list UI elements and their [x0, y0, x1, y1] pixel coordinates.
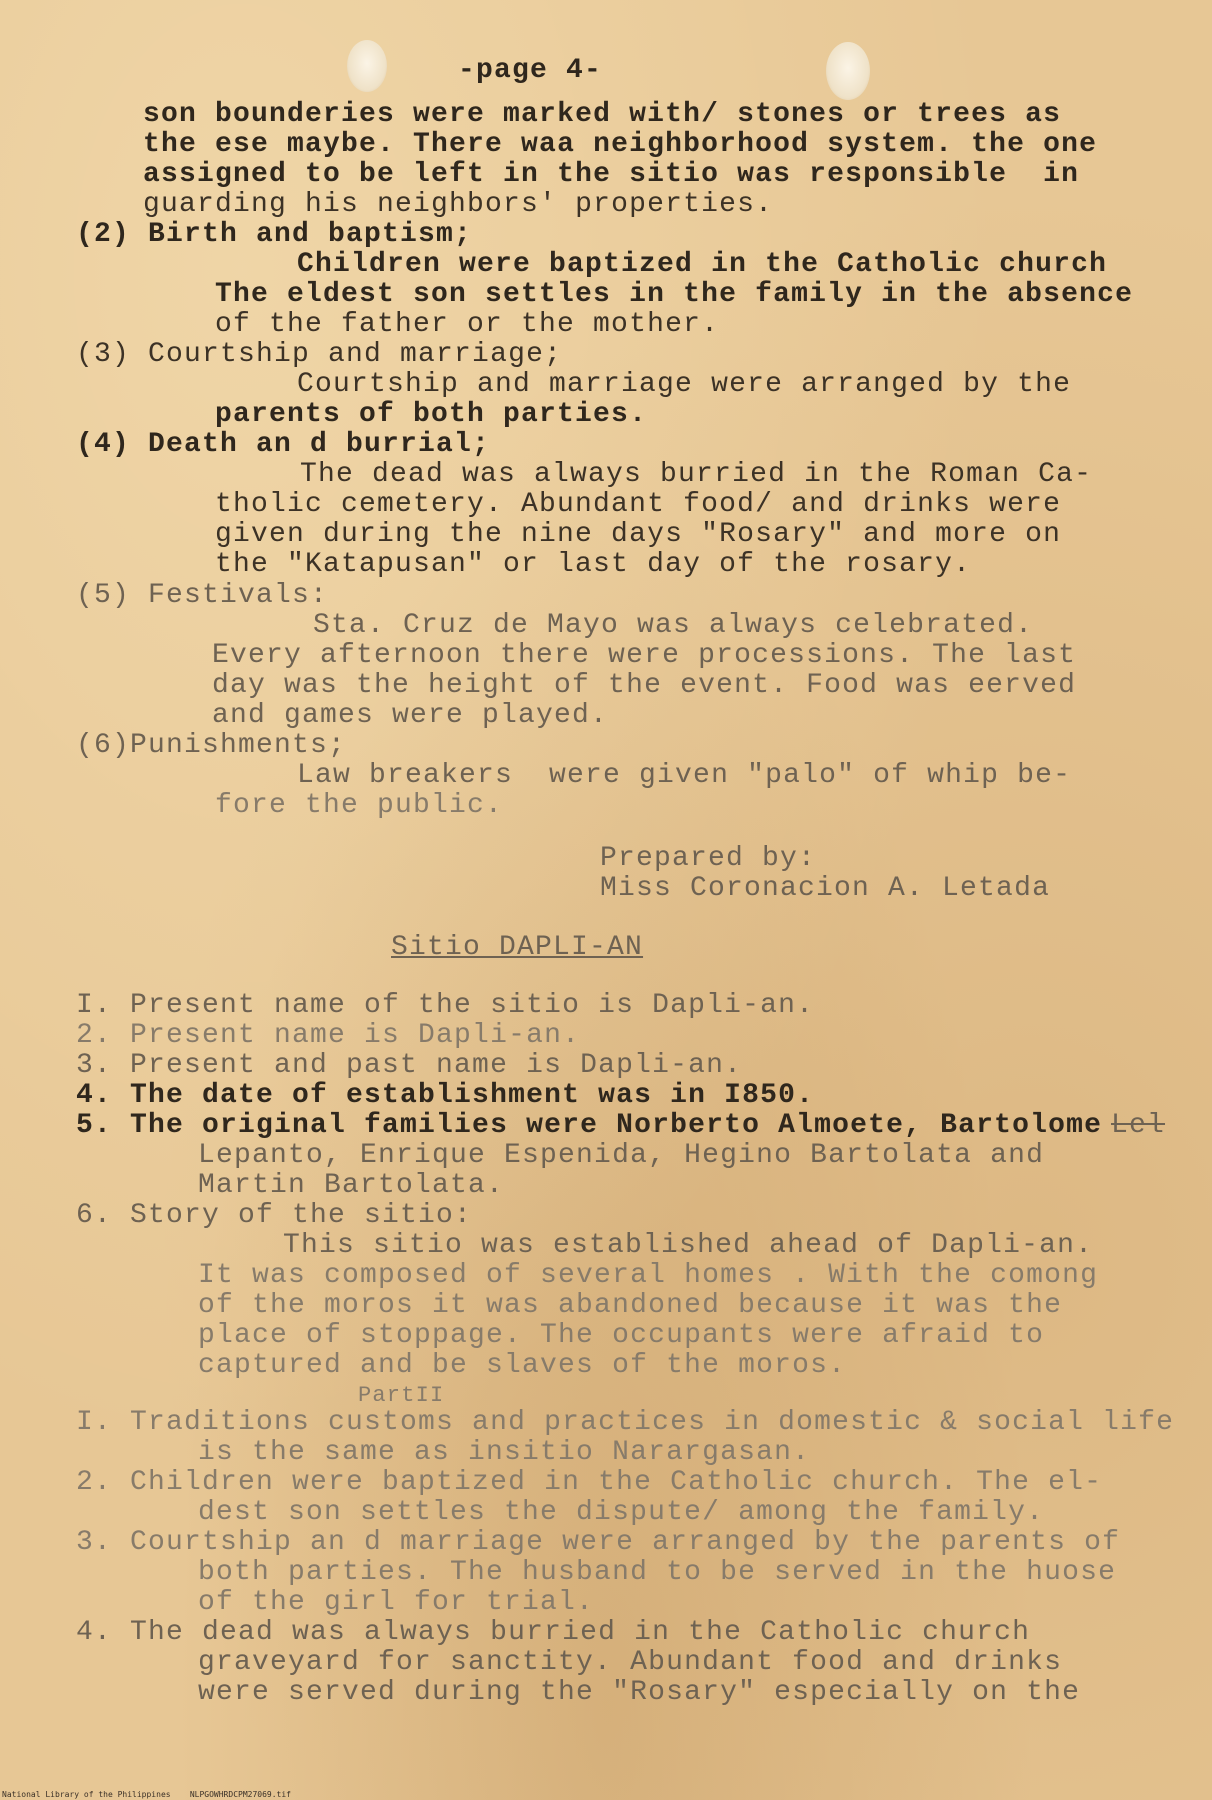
punishments-heading: (6)Punishments;	[76, 730, 347, 761]
list-item: 2. Present name is Dapli-an.	[76, 1020, 581, 1051]
list-item: It was composed of several homes . With the comong	[198, 1260, 1099, 1291]
list-item: This sitio was established ahead of Dapli-an.	[283, 1230, 1094, 1261]
part2-line: were served during the "Rosary" especially on the	[198, 1677, 1081, 1708]
part2-line: both parties. The husband to be served in the huose	[198, 1557, 1117, 1588]
punch-hole-right	[826, 42, 870, 100]
list-item: 5. The original families were Norberto Almoete, Bartolome	[76, 1110, 1103, 1141]
text-line: and games were played.	[212, 700, 609, 731]
text-line: Every afternoon there were processions. The last	[212, 640, 1077, 671]
text-line: Law breakers were given "palo" of whip be-	[297, 760, 1072, 791]
text-line: of the father or the mother.	[215, 309, 720, 340]
list-item: Lepanto, Enrique Espenida, Hegino Bartolata and	[198, 1140, 1045, 1171]
text-line: The dead was always burried in the Roman Ca-	[300, 459, 1093, 490]
part2-line: I. Traditions customs and practices in domestic & social life	[76, 1407, 1175, 1438]
part2-line: graveyard for sanctity. Abundant food and drinks	[198, 1647, 1063, 1678]
text-line: The eldest son settles in the family in the absence	[215, 279, 1134, 310]
part2-line: dest son settles the dispute/ among the family.	[198, 1497, 1045, 1528]
part2-line: 3. Courtship an d marriage were arranged by the parents of	[76, 1527, 1121, 1558]
list-item: 4. The date of establishment was in I850.	[76, 1080, 815, 1111]
text-line: tholic cemetery. Abundant food/ and drinks were	[215, 489, 1062, 520]
part2-line: of the girl for trial.	[198, 1587, 595, 1618]
birth-heading: (2) Birth and baptism;	[76, 219, 473, 250]
part2-heading: PartII	[358, 1383, 445, 1408]
prepared-by-label: Prepared by:	[600, 843, 817, 874]
list-item: place of stoppage. The occupants were afraid to	[198, 1320, 1045, 1351]
text-line: Sta. Cruz de Mayo was always celebrated.	[313, 610, 1034, 641]
text-line: the ese maybe. There waa neighborhood system. the one	[143, 129, 1098, 160]
list-item: 3. Present and past name is Dapli-an.	[76, 1050, 743, 1081]
text-line: Children were baptized in the Catholic church	[297, 249, 1108, 280]
part2-line: is the same as insitio Narargasan.	[198, 1437, 811, 1468]
list-item: captured and be slaves of the moros.	[198, 1350, 847, 1381]
text-line: Courtship and marriage were arranged by the	[297, 369, 1072, 400]
part2-line: 4. The dead was always burried in the Catholic church	[76, 1617, 1031, 1648]
list-item: I. Present name of the sitio is Dapli-an.	[76, 990, 815, 1021]
text-line: given during the nine days "Rosary" and more on	[215, 519, 1062, 550]
text-line: guarding his neighbors' properties.	[143, 189, 774, 220]
archive-footer: National Library of the Philippines NLPGOWHRDCPM27069.tif	[2, 1790, 291, 1799]
text-line: day was the height of the event. Food was eerved	[212, 670, 1077, 701]
text-line: parents of both parties.	[215, 399, 648, 430]
strike-mark: Lel	[1111, 1110, 1166, 1141]
text-line: assigned to be left in the sitio was responsible in	[143, 159, 1080, 190]
section-title: Sitio DAPLI-AN	[391, 932, 644, 963]
punch-hole-left	[347, 40, 387, 92]
text-line: the "Katapusan" or last day of the rosary.	[215, 549, 972, 580]
part2-line: 2. Children were baptized in the Catholic church. The el-	[76, 1467, 1103, 1498]
list-item: 6. Story of the sitio:	[76, 1200, 473, 1231]
courtship-heading: (3) Courtship and marriage;	[76, 339, 563, 370]
page-header: -page 4-	[458, 55, 603, 86]
text-line: son bounderies were marked with/ stones or trees as	[143, 99, 1062, 130]
text-line: fore the public.	[215, 790, 504, 821]
festivals-heading: (5) Festivals:	[76, 580, 329, 611]
list-item: of the moros it was abandoned because it was the	[198, 1290, 1063, 1321]
list-item: Martin Bartolata.	[198, 1170, 505, 1201]
death-heading: (4) Death an d burrial;	[76, 429, 491, 460]
prepared-by-name: Miss Coronacion A. Letada	[600, 873, 1051, 904]
